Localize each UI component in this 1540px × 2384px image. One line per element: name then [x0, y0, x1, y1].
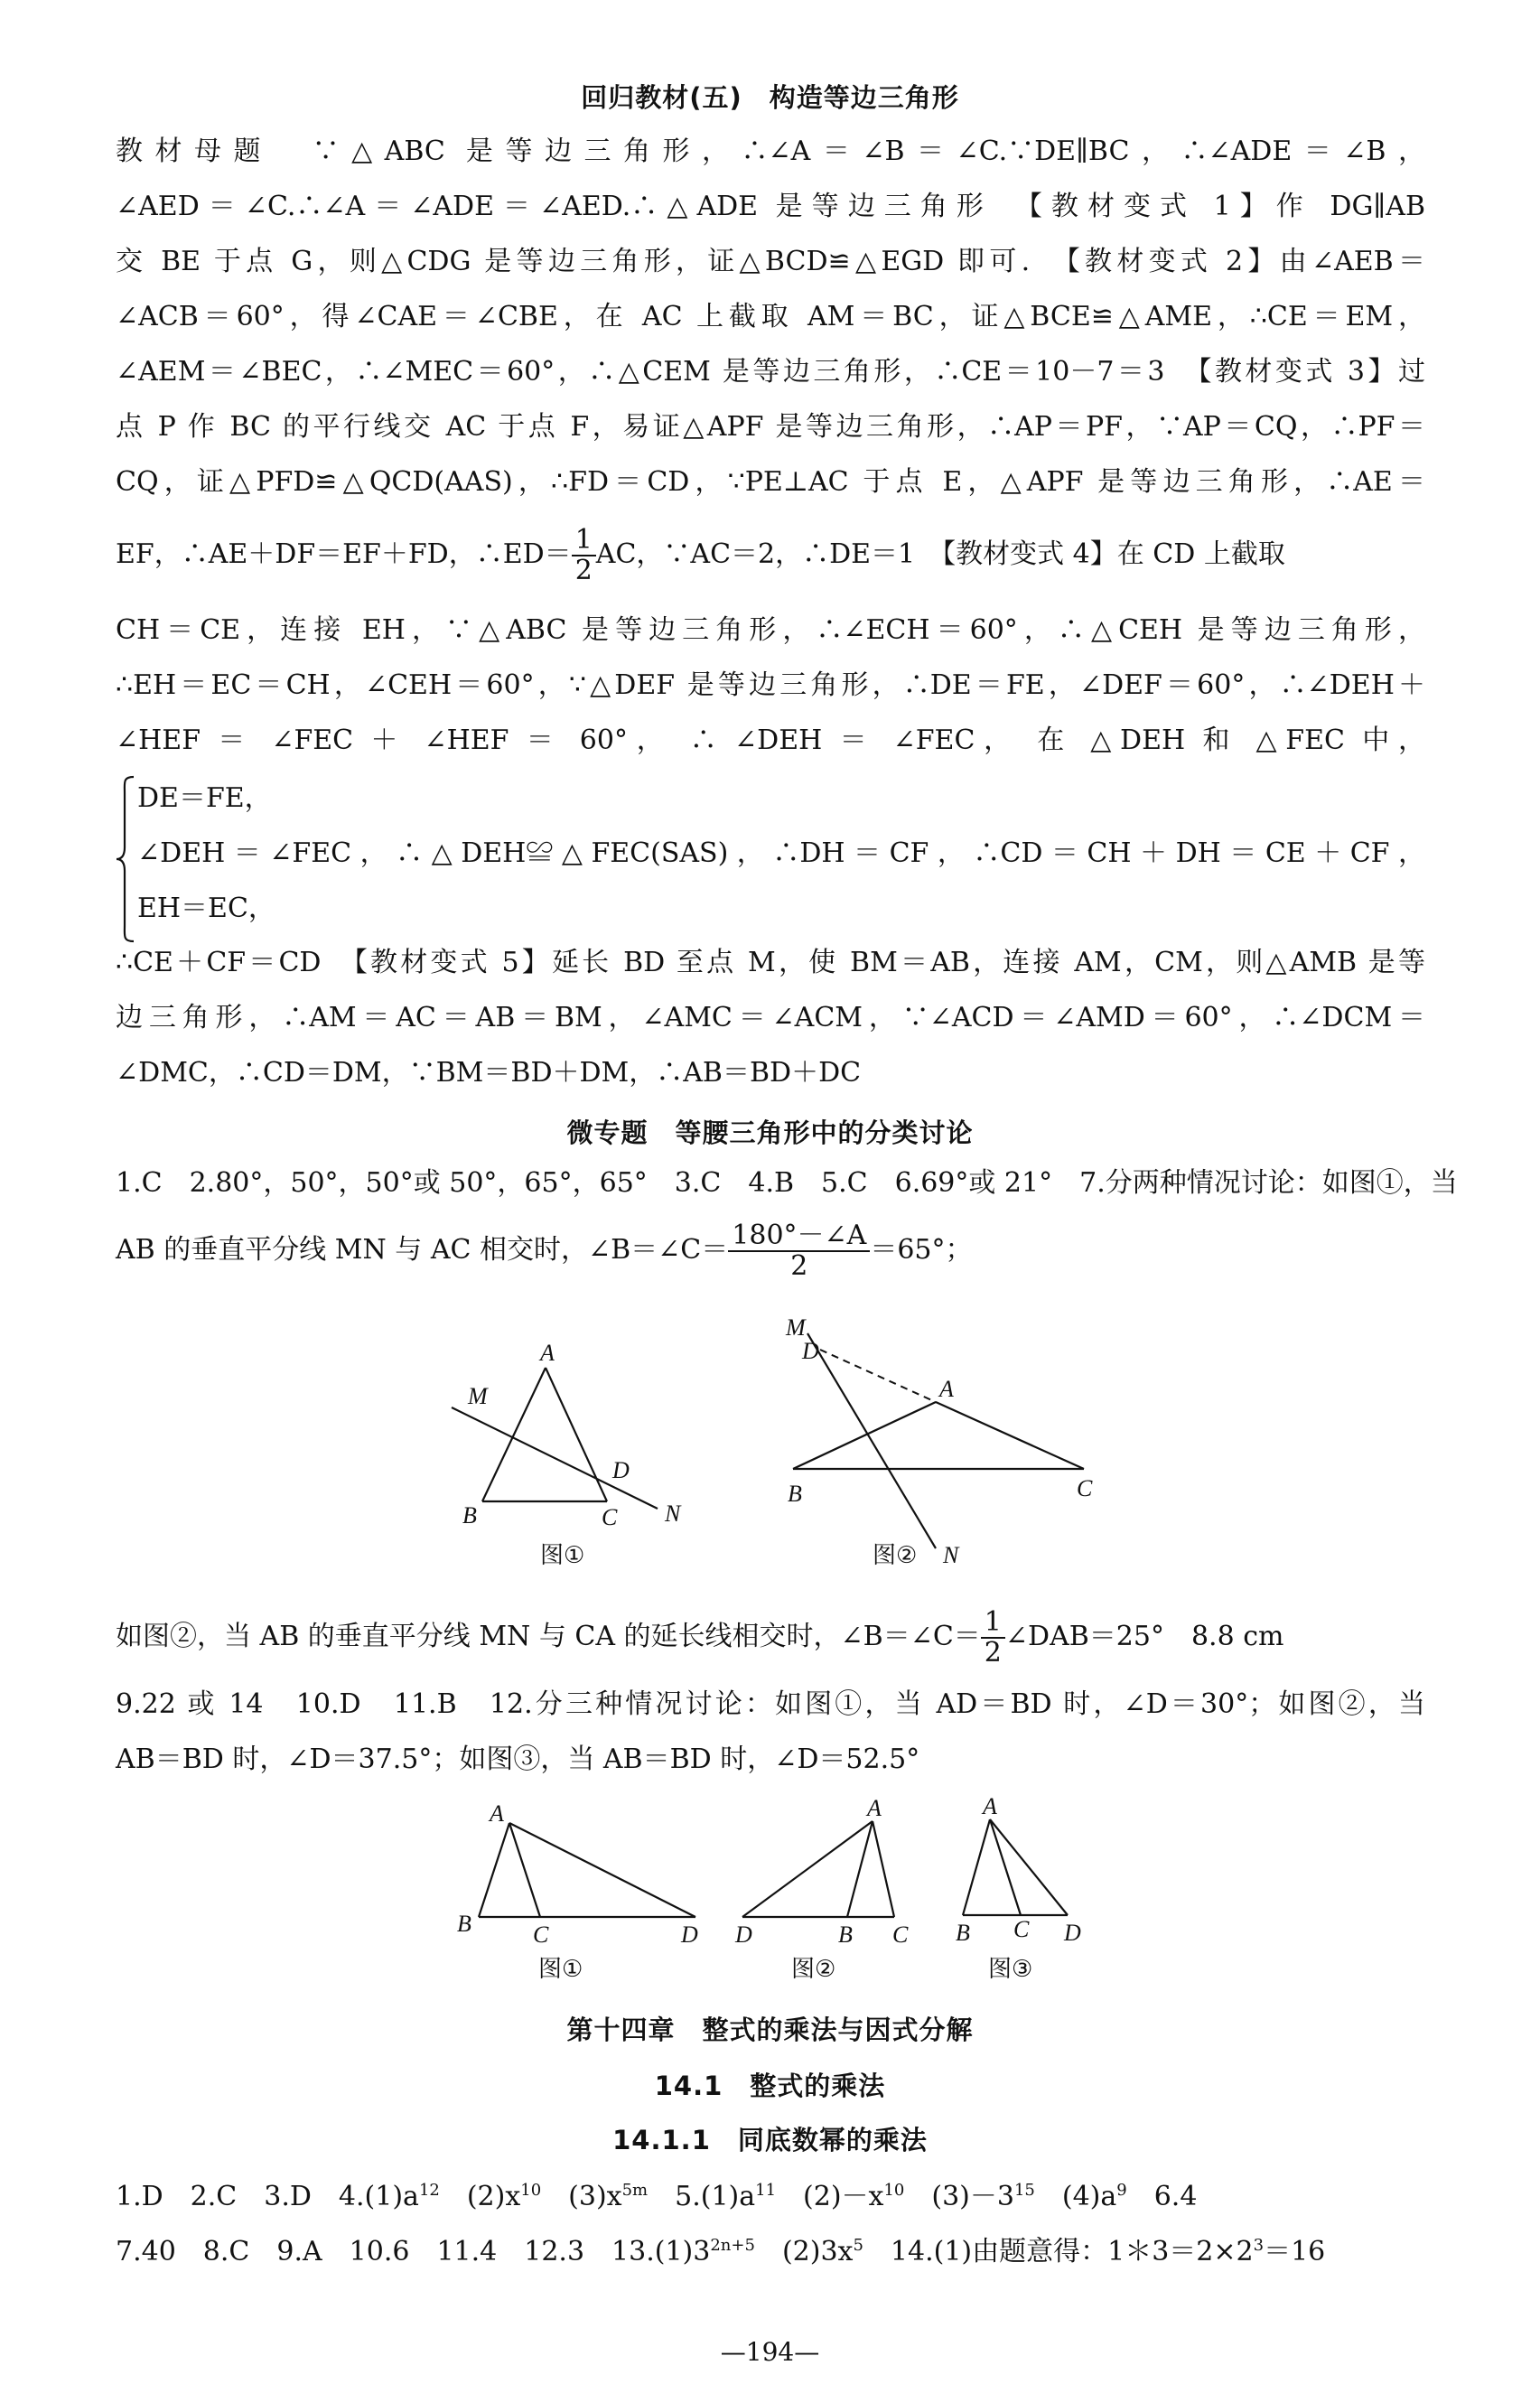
figure-3: [452, 1798, 714, 1987]
label-B: B: [462, 1502, 477, 1529]
answer-text: (2)3x: [754, 2236, 854, 2267]
text-line: CH＝CE，连接 EH，∵△ABC 是等边三角形，∴∠ECH＝60°，∴△CEH 是等边三角形，: [116, 614, 1425, 646]
fraction-denominator: 2: [984, 1637, 1002, 1669]
system-row: ∠DEH＝∠FEC，∴△DEH≌△FEC(SAS)，∴DH＝CF，∴CD＝CH＋DH＝CE＋CF，: [137, 837, 1425, 869]
line-text: EF，∴AE＋DF＝EF＋FD，∴ED＝: [116, 538, 572, 570]
answer-text: (2)－x: [776, 2181, 884, 2212]
exponent: 5m: [621, 2181, 649, 2200]
system-row: DE＝FE，: [137, 782, 272, 814]
label-A: A: [540, 1340, 555, 1366]
answer-text: ＝16: [1264, 2236, 1326, 2267]
fraction-one-half: [981, 1608, 1005, 1668]
fraction-denominator: 2: [790, 1250, 808, 1282]
line-text: 如图②，当 AB 的垂直平分线 MN 与 CA 的延长线相交时，∠B＝∠C＝: [116, 1621, 981, 1652]
label-C: C: [533, 1921, 549, 1948]
label-A: A: [490, 1800, 504, 1827]
text-line: 交 BE 于点 G，则△CDG 是等边三角形，证△BCD≌△EGD 即可. 【教材变式 2】由∠AEB＝: [116, 246, 1425, 277]
figure-caption: 图①: [538, 1956, 583, 1983]
text-line: ∴EH＝EC＝CH，∠CEH＝60°，∵△DEF 是等边三角形，∴DE＝FE，∠DEF＝60°，∴∠DEH＋: [116, 669, 1425, 701]
figure-caption: 图①: [540, 1542, 585, 1569]
text-line: ∠DMC，∴CD＝DM，∵BM＝BD＋DM，∴AB＝BD＋DC: [116, 1057, 862, 1089]
figure-4: [730, 1795, 929, 1987]
fraction-numerator: 1: [981, 1608, 1005, 1639]
exponent: 15: [1013, 2181, 1035, 2200]
exponent: 2n+5: [710, 2236, 755, 2255]
answer-text: (4)a: [1034, 2181, 1117, 2212]
answer-text: 7.40 8.C 9.A 10.6 11.4 12.3 13.(1)3: [116, 2236, 711, 2267]
label-N: N: [943, 1542, 959, 1568]
label-N: N: [665, 1501, 681, 1527]
exponent: 5: [853, 2236, 863, 2255]
line-text: ∠DAB＝25° 8.8 cm: [1004, 1621, 1284, 1652]
system-row: EH＝EC，: [137, 893, 275, 924]
fraction-one-half: [572, 526, 596, 585]
page-number: —194—: [720, 2337, 820, 2367]
label-A: A: [939, 1376, 954, 1402]
text-line: 1.C 2.80°，50°，50°或 50°，65°，65° 3.C 4.B 5.C 6.69°或 21° 7.分两种情况讨论：如图①，当: [116, 1167, 1458, 1199]
exponent: 12: [418, 2181, 440, 2200]
side-AC: [936, 1402, 1084, 1469]
figure-caption: 图②: [873, 1542, 918, 1569]
label-D: D: [612, 1457, 630, 1483]
fraction-numerator: 180°－∠A: [728, 1221, 870, 1252]
subsubsection-title: 14.1.1 同底数幂的乘法: [612, 2125, 928, 2155]
text-line: 9.22 或 14 10.D 11.B 12.分三种情况讨论：如图①，当 AD＝BD 时，∠D＝30°；如图②，当: [116, 1688, 1425, 1720]
answer-line-1: [116, 2173, 1425, 2215]
text-line-with-fraction: [116, 1608, 1425, 1673]
label-B: B: [838, 1921, 853, 1948]
answer-text: (3)－3: [904, 2181, 1014, 2212]
label-A: A: [983, 1793, 997, 1819]
label-C: C: [892, 1921, 909, 1948]
system-brace: [116, 775, 135, 943]
answer-text: 1.D 2.C 3.D 4.(1)a: [116, 2181, 419, 2212]
answer-text: 14.(1)由题意得：1＊3＝2×2: [863, 2236, 1254, 2267]
fraction-denominator: 2: [574, 555, 593, 586]
text-line-with-fraction: [116, 1221, 1425, 1288]
text-line: ∠HEF ＝ ∠FEC ＋ ∠HEF ＝ 60°， ∴ ∠DEH ＝ ∠FEC， 在 △DEH 和 △FEC 中，: [116, 725, 1425, 756]
figure-caption: 图③: [988, 1956, 1033, 1983]
label-B: B: [457, 1911, 471, 1937]
side-AC: [546, 1368, 607, 1501]
text-line: CQ，证△PFD≌△QCD(AAS)，∴FD＝CD，∵PE⊥AC 于点 E，△APF 是等边三角形，∴AE＝: [116, 466, 1425, 498]
text-line: 点 P 作 BC 的平行线交 AC 于点 F，易证△APF 是等边三角形，∴AP＝PF，∵AP＝CQ，∴PF＝: [116, 411, 1425, 443]
answer-text: (3)x: [541, 2181, 622, 2212]
text-line: ∴CE＋CF＝CD 【教材变式 5】延长 BD 至点 M，使 BM＝AB，连接 AM，CM，则△AMB 是等: [116, 947, 1425, 978]
side-AB: [482, 1368, 546, 1501]
text-line: ∠AED＝∠C.∴∠A＝∠ADE＝∠AED.∴△ADE 是等边三角形 【教材变式 1】作 DG∥AB: [116, 191, 1425, 222]
fraction-numerator: 1: [572, 526, 596, 556]
answer-line-2: [116, 2228, 1425, 2270]
chapter-title: 第十四章 整式的乘法与因式分解: [566, 2015, 974, 2045]
fraction-angle: [728, 1221, 870, 1281]
figure-5: [948, 1793, 1102, 1987]
text-line: 边三角形，∴AM＝AC＝AB＝BM，∠AMC＝∠ACM，∵∠ACD＝∠AMD＝60°，∴∠DCM＝: [116, 1002, 1425, 1033]
answer-text: 5.(1)a: [648, 2181, 756, 2212]
exponent: 10: [883, 2181, 905, 2200]
text-line: AB＝BD 时，∠D＝37.5°；如图③，当 AB＝BD 时，∠D＝52.5°: [116, 1744, 920, 1775]
subsection-title: 14.1 整式的乘法: [654, 2071, 886, 2101]
label-D: D: [802, 1338, 819, 1364]
text-line-with-fraction: [116, 526, 1425, 589]
text-line: ∠ACB＝60°，得∠CAE＝∠CBE，在 AC 上截取 AM＝BC，证△BCE≌△AME，∴CE＝EM，: [116, 301, 1425, 332]
section-title-equilateral: 回归教材(五) 构造等边三角形: [581, 82, 959, 113]
side-BA: [793, 1402, 936, 1469]
figure-1: [434, 1337, 705, 1572]
answer-text: (2)x: [439, 2181, 521, 2212]
label-B: B: [788, 1481, 802, 1507]
dashed-DA: [820, 1350, 936, 1402]
answer-text: 6.4: [1126, 2181, 1198, 2212]
line-text: ＝65°；: [870, 1234, 973, 1266]
section-title-isosceles: 微专题 等腰三角形中的分类讨论: [566, 1117, 974, 1148]
figure-2: [768, 1310, 1111, 1572]
line-text: AB 的垂直平分线 MN 与 AC 相交时，∠B＝∠C＝: [116, 1234, 729, 1266]
label-B: B: [956, 1920, 970, 1946]
label-D: D: [735, 1921, 752, 1948]
text-line: 教材母题 ∵△ABC 是等边三角形，∴∠A＝∠B＝∠C.∵DE∥BC，∴∠ADE＝∠B，: [116, 136, 1425, 167]
exponent: 11: [755, 2181, 777, 2200]
label-A: A: [867, 1795, 882, 1821]
exponent: 3: [1253, 2236, 1265, 2255]
label-D: D: [681, 1921, 698, 1948]
text-line: ∠AEM＝∠BEC，∴∠MEC＝60°，∴△CEM 是等边三角形，∴CE＝10－7＝3 【教材变式 3】过: [116, 356, 1425, 388]
label-C: C: [1013, 1916, 1030, 1942]
line-text: AC，∵AC＝2，∴DE＝1 【教材变式 4】在 CD 上截取: [595, 538, 1285, 570]
label-M: M: [786, 1314, 806, 1341]
exponent: 10: [520, 2181, 542, 2200]
label-C: C: [602, 1504, 618, 1530]
label-M: M: [468, 1383, 488, 1409]
figure-caption: 图②: [791, 1956, 836, 1983]
line-MN: [807, 1333, 936, 1548]
exponent: 9: [1116, 2181, 1127, 2200]
label-D: D: [1064, 1920, 1081, 1946]
label-C: C: [1077, 1475, 1093, 1501]
